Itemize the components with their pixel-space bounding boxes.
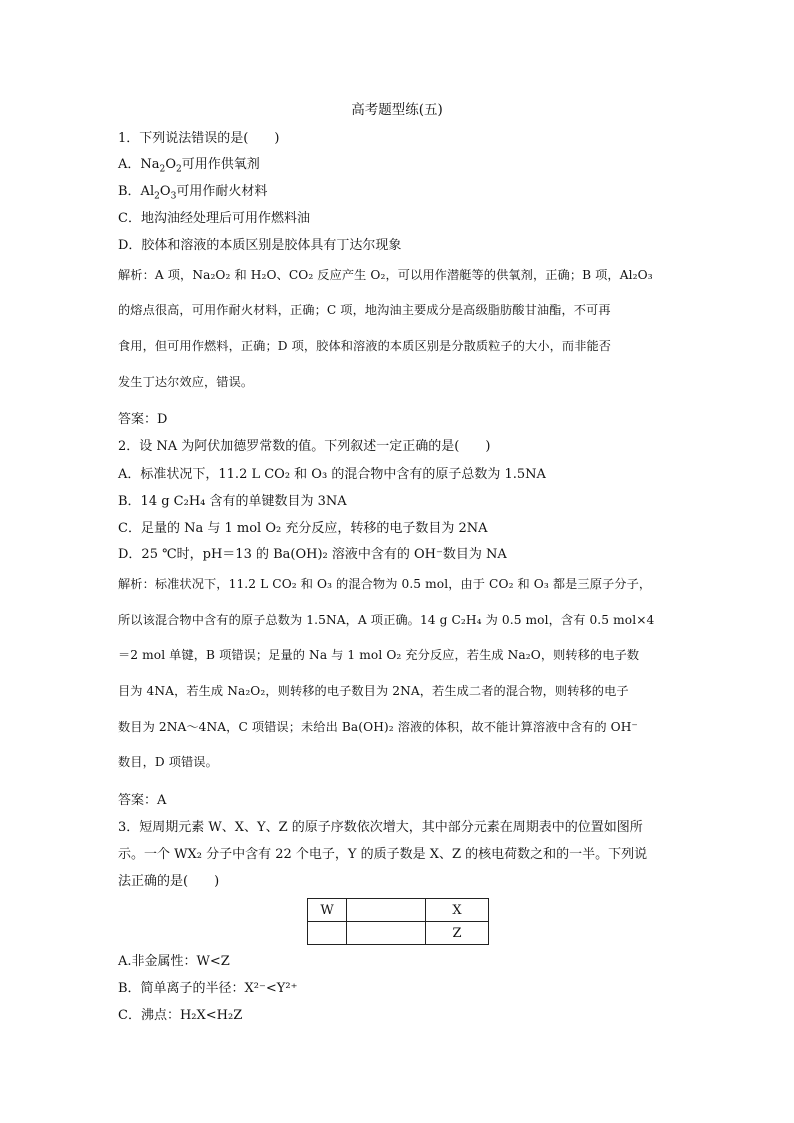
q1-option-b: B．$Al_2O_3$可用作耐火材料 (118, 184, 268, 202)
q1-explanation-line: 的熔点很高，可用作耐火材料，正确；C 项，地沟油主要成分是高级脂肪酸甘油酯，不可再 (118, 303, 611, 317)
table-cell (347, 922, 426, 945)
q2-explanation-line: ＝2 mol 单键，B 项错误；足量的 Na 与 1 mol O₂ 充分反应，若生成 Na₂O，则转移的电子数 (118, 648, 640, 662)
q1-explanation-line: 解析：A 项，Na₂O₂ 和 H₂O、CO₂ 反应产生 O₂，可以用作潜艇等的供氧剂，正确；B 项，Al₂O₃ (118, 268, 653, 282)
q1-option-d: D．胶体和溶液的本质区别是胶体具有丁达尔现象 (118, 238, 402, 253)
q1-explanation-line: 食用，但可用作燃料，正确；D 项，胶体和溶液的本质区别是分散质粒子的大小，而非能否 (118, 339, 612, 353)
q3-option-c: C．沸点：H₂X<H₂Z (118, 1008, 243, 1023)
q1-explanation-line: 发生丁达尔效应，错误。 (118, 375, 254, 389)
q1-option-c: C．地沟油经处理后可用作燃料油 (118, 211, 310, 226)
q3-stem-line: 法正确的是( ) (118, 874, 220, 889)
q2-explanation-line: 解析：标准状况下，11.2 L CO₂ 和 O₃ 的混合物为 0.5 mol，由于 CO₂ 和 O₃ 都是三原子分子， (118, 577, 652, 591)
periodic-table-fragment (307, 898, 489, 945)
table-row (308, 922, 489, 945)
table-cell: Z (426, 922, 489, 945)
q3-stem-line: 示。一个 WX₂ 分子中含有 22 个电子，Y 的质子数是 X、Z 的核电荷数之和的一半。下列说 (118, 847, 648, 862)
q2-option-a: A．标准状况下，11.2 L CO₂ 和 O₃ 的混合物中含有的原子总数为 1.5NA (118, 467, 546, 482)
page-title: 高考题型练(五) (351, 102, 443, 118)
q2-explanation-line: 目为 4NA，若生成 Na₂O₂，则转移的电子数目为 2NA，若生成二者的混合物，则转移的电子 (118, 684, 629, 698)
q2-explanation-line: 所以该混合物中含有的原子总数为 1.5NA，A 项正确。14 g C₂H₄ 为 0.5 mol，含有 0.5 mol×4 (118, 613, 655, 627)
q2-stem: 2．设 NA 为阿伏加德罗常数的值。下列叙述一定正确的是( ) (118, 439, 491, 454)
q2-explanation-line: 数目，D 项错误。 (118, 755, 218, 769)
q1-answer: 答案：D (118, 412, 168, 427)
q2-option-c: C．足量的 Na 与 1 mol O₂ 充分反应，转移的电子数目为 2NA (118, 521, 488, 536)
q1-option-a: A．$Na_2O_2$可用作供氧剂 (118, 157, 260, 175)
q2-option-d: D．25 ℃时，pH＝13 的 Ba(OH)₂ 溶液中含有的 OH⁻数目为 NA (118, 547, 507, 562)
table-cell: W (308, 899, 347, 922)
q2-option-b: B．14 g C₂H₄ 含有的单键数目为 3NA (118, 494, 347, 509)
q2-answer: 答案：A (118, 793, 167, 808)
q3-option-b: B．简单离子的半径：X²⁻<Y²⁺ (118, 981, 298, 996)
q3-stem-line: 3．短周期元素 W、X、Y、Z 的原子序数依次增大，其中部分元素在周期表中的位置如图所 (118, 820, 643, 835)
q3-option-a: A.非金属性：W<Z (118, 954, 230, 969)
q1-stem: 1．下列说法错误的是( ) (118, 131, 280, 146)
q2-explanation-line: 数目为 2NA～4NA，C 项错误；未给出 Ba(OH)₂ 溶液的体积，故不能计算溶液中含有的 OH⁻ (118, 720, 638, 734)
table-cell: X (426, 899, 489, 922)
table-cell (347, 899, 426, 922)
table-row (308, 899, 489, 922)
table-cell (308, 922, 347, 945)
